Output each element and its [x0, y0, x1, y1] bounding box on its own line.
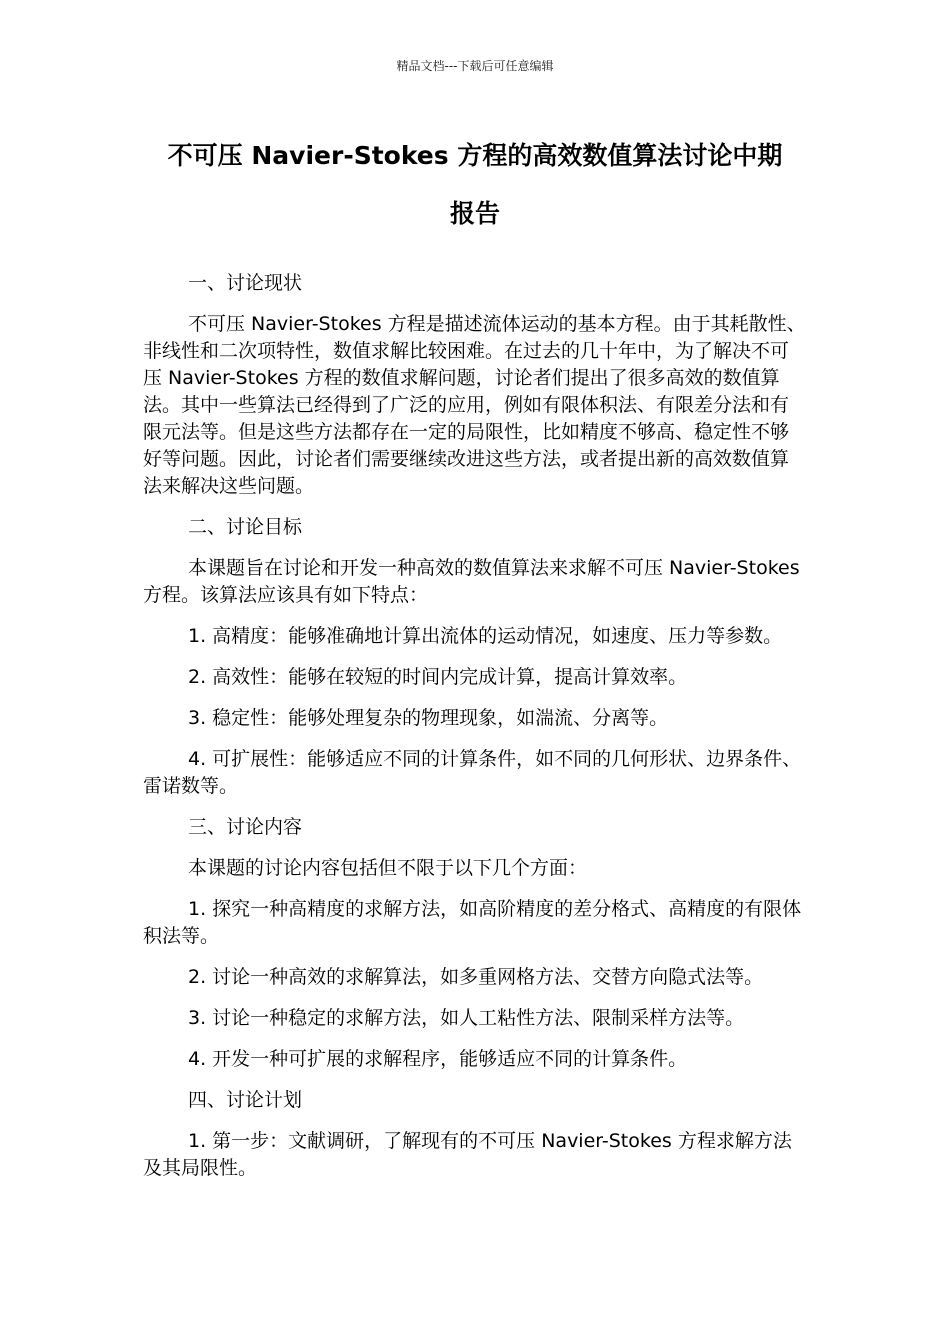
- list-item-content-1: 1. 探究一种高精度的求解方法，如高阶精度的差分格式、高精度的有限体积法等。: [143, 898, 802, 947]
- document-title-line-2: 报告: [449, 199, 500, 228]
- list-item-content-3: 3. 讨论一种稳定的求解方法，如人工粘性方法、限制采样方法等。: [188, 1007, 745, 1029]
- document-title-line-1: 不可压 Navier-Stokes 方程的高效数值算法讨论中期: [167, 141, 783, 170]
- section-heading-plan: 四、讨论计划: [188, 1089, 303, 1111]
- page-header-note: 精品文档---下载后可任意编辑: [396, 59, 554, 73]
- list-item-content-2: 2. 讨论一种高效的求解算法，如多重网格方法、交替方向隐式法等。: [188, 966, 764, 988]
- section-heading-status: 一、讨论现状: [188, 272, 303, 294]
- document-body: [143, 270, 807, 1182]
- list-item-goal-3: 3. 稳定性：能够处理复杂的物理现象，如湍流、分离等。: [188, 707, 669, 729]
- list-item-goal-1: 1. 高精度：能够准确地计算出流体的运动情况，如速度、压力等参数。: [188, 625, 783, 647]
- list-item-goal-4: 4. 可扩展性：能够适应不同的计算条件，如不同的几何形状、边界条件、雷诺数等。: [143, 748, 802, 797]
- section-heading-goals: 二、讨论目标: [188, 516, 303, 538]
- paragraph-status: 不可压 Navier-Stokes 方程是描述流体运动的基本方程。由于其耗散性、非线性和二次项特性，数值求解比较困难。在过去的几十年中，为了解决不可压 Navier-Stokes 方程的数值求解问题，讨论者们提出了很多高效的数值算法。其中一些算法已经得到了广泛的应用，例如有限体积法、有限差分法和有限元法等。但是这些方法都存在一定的局限性，比如精度不够高、稳定性不够好等问题。因此，讨论者们需要继续改进这些方法，或者提出新的高效数值算法来解决这些问题。: [143, 313, 806, 497]
- paragraph-goals: 本课题旨在讨论和开发一种高效的数值算法来求解不可压 Navier-Stokes 方程。该算法应该具有如下特点：: [143, 557, 800, 606]
- list-item-plan-1: 1. 第一步：文献调研，了解现有的不可压 Navier-Stokes 方程求解方法及其局限性。: [143, 1130, 792, 1179]
- list-item-goal-2: 2. 高效性：能够在较短的时间内完成计算，提高计算效率。: [188, 666, 688, 688]
- list-item-content-4: 4. 开发一种可扩展的求解程序，能够适应不同的计算条件。: [188, 1048, 688, 1070]
- paragraph-content: 本课题的讨论内容包括但不限于以下几个方面：: [188, 857, 588, 879]
- section-heading-content: 三、讨论内容: [188, 816, 303, 838]
